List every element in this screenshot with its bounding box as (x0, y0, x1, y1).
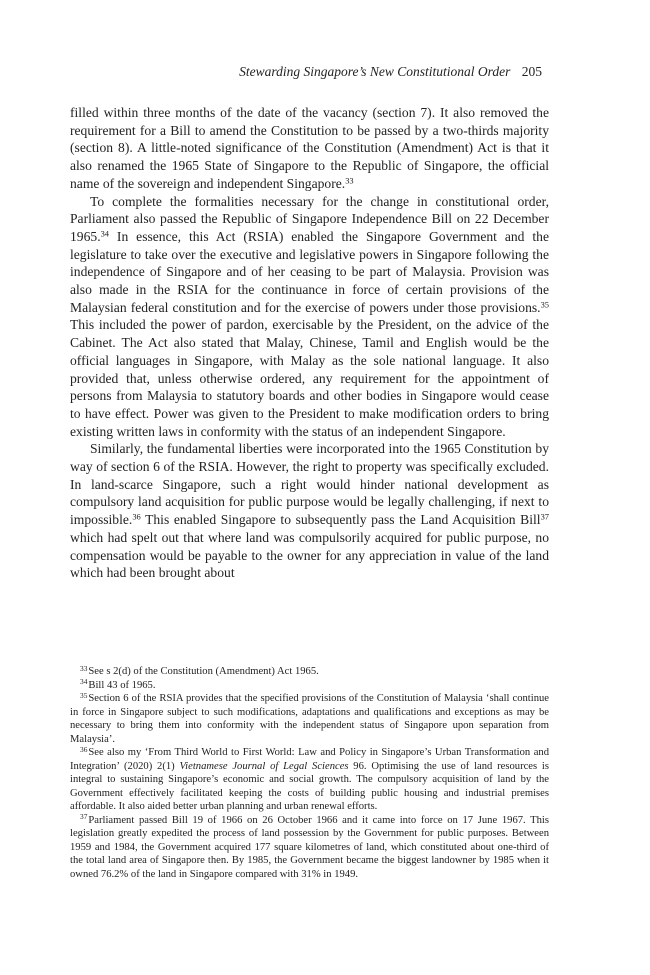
footnote-text: Parliament passed Bill 19 of 1966 on 26 October 1966 and it came into force on 17 June 1967. This legislation greatly expedited the process of land possession by the Government for public purposes. Between 1959 and 1984, the Government acquired 177 square kilometres of land, which constituted about one-third of the total land area of Singapore then. By 1985, the Government became the biggest landowner by 1985 when it owned 76.2% of the land in Singapore compared with 31% in 1949. (70, 814, 549, 880)
footnote-text: See s 2(d) of the Constitution (Amendment) Act 1965. (88, 666, 319, 677)
footnote-34 (70, 679, 549, 693)
footnote-number: 36 (80, 744, 88, 754)
footnote-ref-33[interactable]: 33 (345, 175, 354, 186)
footnote-number: 34 (80, 677, 88, 687)
paragraph-2-text-a: To complete the formalities necessary for the change in constitutional order, Parliament also passed the Republic of Singapore Independence Bill on 22 December 1965. (70, 193, 549, 244)
running-title: Stewarding Singapore’s New Constitutional Order (239, 64, 511, 79)
footnote-36 (70, 746, 549, 814)
footnote-number: 33 (80, 663, 88, 673)
paragraph-2 (70, 193, 549, 441)
paragraph-1-text: filled within three months of the date of the vacancy (section 7). It also removed the requirement for a Bill to amend the Constitution to be passed by a two-thirds majority (section 8). A little-noted significance of the Constitution (Amendment) Act is that it also renamed the 1965 State of Singapore to the Republic of Singapore, the official name of the sovereign and independent Singapore. (70, 105, 549, 191)
footnote-37 (70, 814, 549, 882)
footnote-number: 35 (80, 690, 88, 700)
page-number: 205 (521, 64, 542, 79)
paragraph-3 (70, 440, 549, 582)
footnote-text: Bill 43 of 1965. (88, 679, 156, 691)
footnote-ref-35[interactable]: 35 (540, 299, 549, 310)
paragraph-2-text-c: This included the power of pardon, exercisable by the President, on the advice of the Cabinet. The Act also stated that Malay, Chinese, Tamil and English would be the official languages in Singapore, with Malay as the sole national language. It also provided that, unless otherwise ordered, any requirement for the appointment of persons from Malaysia to statutory boards and other bodies in Singapore would cease to have effect. Power was given to the President to make modification orders to bring existing written laws in conformity with the status of an independent Singapore. (70, 317, 549, 439)
footnote-ref-37[interactable]: 37 (540, 511, 549, 522)
paragraph-2-text-b: In essence, this Act (RSIA) enabled the Singapore Government and the legislature to take over the executive and legislative powers in Singapore following the independence of Singapore and of her ceasing to be part of Malaysia. Provision was also made in the RSIA for the continuance in force of certain provisions of the Malaysian federal constitution and for the exercise of powers under those provisions. (70, 228, 549, 315)
footnote-number: 37 (80, 812, 88, 822)
footnote-ref-34[interactable]: 34 (100, 228, 110, 239)
main-text (70, 104, 549, 582)
footnote-text-b: 96. Optimising the use of land resources is integral to sustaining Singapore’s economic and social growth. The compulsory acquisition of land by the Government effectively facilitated keeping the costs of building public housing and industrial premises affordable. It also aided better urban planning and urban renewal efforts. (70, 760, 549, 812)
paragraph-1 (70, 104, 549, 193)
footnote-ref-36[interactable]: 36 (132, 511, 141, 522)
running-header (239, 64, 542, 80)
footnote-33 (70, 665, 549, 679)
footnote-text-a: See also my ‘From Third World to First World: Law and Policy in Singapore’s Urban Transformation and Integration’ (2020) 2(1) (70, 747, 549, 772)
footnotes (70, 665, 549, 881)
paragraph-3-text-c: which had spelt out that where land was compulsorily acquired for public purpose, no compensation would be payable to the owner for any appreciation in value of the land which had been brought about (70, 529, 549, 581)
footnote-text: Section 6 of the RSIA provides that the specified provisions of the Constitution of Malaysia ‘shall continue in force in Singapore subject to such modifications, adaptations and qualifications and exceptions as may be necessary to bring them into conformity with the independent status of Singapore upon separation from Malaysia’. (70, 693, 549, 745)
footnote-35 (70, 692, 549, 746)
journal-title: Vietnamese Journal of Legal Sciences (179, 760, 349, 772)
paragraph-3-text-b: This enabled Singapore to subsequently pass the Land Acquisition Bill (140, 512, 541, 528)
paragraph-3-text-a: Similarly, the fundamental liberties were incorporated into the 1965 Constitution by way of section 6 of the RSIA. However, the right to property was specifically excluded. In land-scarce Singapore, such a right would hinder national development as compulsory land acquisition for public purpose would be legally challenging, if next to impossible. (70, 441, 549, 528)
